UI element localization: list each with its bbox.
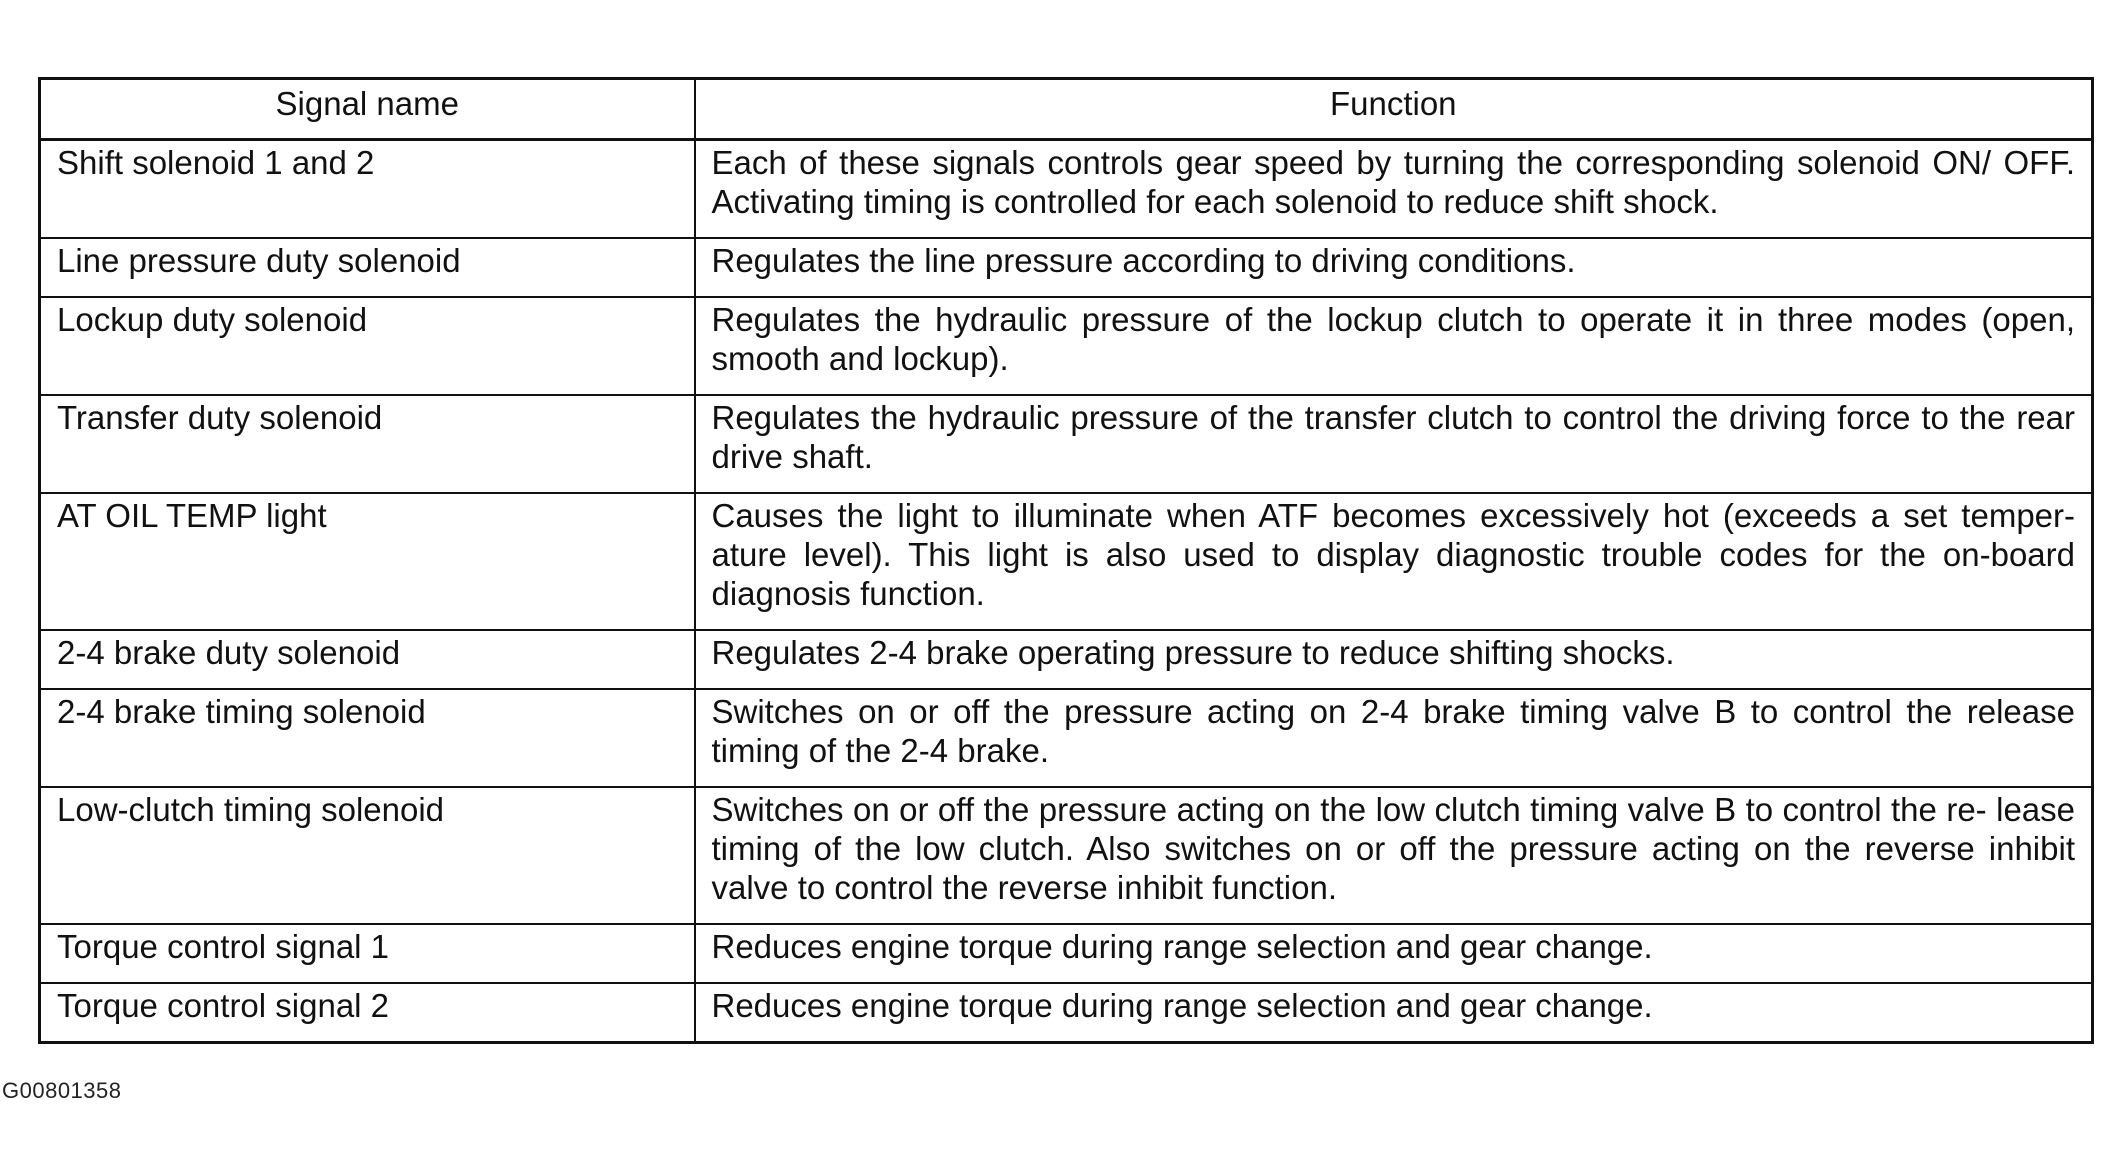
function-cell: Each of these signals controls gear speed by turning the corresponding solenoid ON/ OFF. Activating timing is controlled for each solenoid to reduce shift shock.	[695, 140, 2093, 239]
header-signal-name: Signal name	[40, 79, 695, 140]
table-row	[40, 787, 2093, 924]
table-header-row	[40, 79, 2093, 140]
header-function: Function	[695, 79, 2093, 140]
function-cell: Switches on or off the pressure acting on 2-4 brake timing valve B to control the release timing of the 2-4 brake.	[695, 689, 2093, 787]
table-row	[40, 493, 2093, 630]
table-row	[40, 395, 2093, 493]
signal-name-cell: Line pressure duty solenoid	[40, 238, 695, 297]
function-cell: Causes the light to illuminate when ATF becomes excessively hot (exceeds a set temper- ature level). This light is also used to display diagnostic trouble codes for the on-board diagnosis function.	[695, 493, 2093, 630]
signal-name-cell: 2-4 brake timing solenoid	[40, 689, 695, 787]
table-row	[40, 297, 2093, 395]
figure-code: G00801358	[2, 1078, 122, 1103]
signal-name-cell: Torque control signal 2	[40, 983, 695, 1043]
signal-name-cell: Low-clutch timing solenoid	[40, 787, 695, 924]
function-cell: Regulates the hydraulic pressure of the lockup clutch to operate it in three modes (open, smooth and lockup).	[695, 297, 2093, 395]
function-cell: Switches on or off the pressure acting on the low clutch timing valve B to control the re- lease timing of the low clutch. Also switches on or off the pressure acting on the reverse inhibit valve to control the reverse inhibit function.	[695, 787, 2093, 924]
signal-function-table-container	[38, 77, 2094, 1044]
table-row	[40, 924, 2093, 983]
signal-name-cell: Transfer duty solenoid	[40, 395, 695, 493]
signal-name-cell: Torque control signal 1	[40, 924, 695, 983]
function-cell: Regulates the hydraulic pressure of the transfer clutch to control the driving force to the rear drive shaft.	[695, 395, 2093, 493]
function-cell: Reduces engine torque during range selection and gear change.	[695, 924, 2093, 983]
table-row	[40, 238, 2093, 297]
function-cell: Regulates 2-4 brake operating pressure to reduce shifting shocks.	[695, 630, 2093, 689]
signal-name-cell: Shift solenoid 1 and 2	[40, 140, 695, 239]
signal-name-cell: 2-4 brake duty solenoid	[40, 630, 695, 689]
table-row	[40, 689, 2093, 787]
function-cell: Regulates the line pressure according to driving conditions.	[695, 238, 2093, 297]
table-row	[40, 630, 2093, 689]
signal-name-cell: Lockup duty solenoid	[40, 297, 695, 395]
signal-name-cell: AT OIL TEMP light	[40, 493, 695, 630]
table-row	[40, 983, 2093, 1043]
function-cell: Reduces engine torque during range selection and gear change.	[695, 983, 2093, 1043]
table-row	[40, 140, 2093, 239]
signal-function-table	[38, 77, 2094, 1044]
